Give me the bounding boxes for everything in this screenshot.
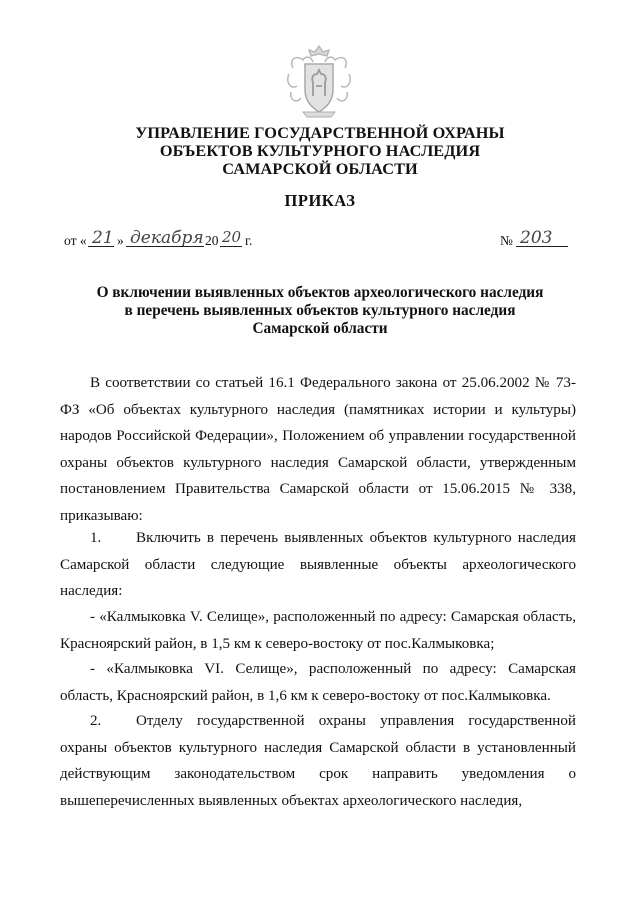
date-month: декабря bbox=[130, 228, 204, 248]
item-1-paragraph bbox=[60, 525, 576, 605]
item-2-number: 2. bbox=[90, 713, 102, 729]
date-day: 21 bbox=[92, 228, 114, 248]
number-prefix: № bbox=[500, 233, 513, 248]
date-prefix: от « bbox=[64, 233, 87, 248]
bullet-2-text: - «Калмыковка VI. Селище», расположенный по адресу: Самарская область, Красноярский район, в 1,6 км к северо-востоку от пос.Калмыковка. bbox=[60, 661, 576, 704]
subject-line-2: в перечень выявленных объектов культурного наследия bbox=[124, 302, 516, 319]
item-1-number: 1. bbox=[90, 530, 102, 546]
bullet-1-text: - «Калмыковка V. Селище», расположенный по адресу: Самарская область, Красноярский район, в 1,5 км к северо-востоку от пос.Калмыковка; bbox=[60, 609, 576, 652]
date-suffix: г. bbox=[245, 233, 253, 248]
order-number-line bbox=[500, 229, 580, 249]
subject-line-1: О включении выявленных объектов археологического наследия bbox=[96, 284, 544, 301]
samara-coat-of-arms-icon bbox=[283, 42, 355, 120]
agency-line-1: УПРАВЛЕНИЕ ГОСУДАРСТВЕННОЙ ОХРАНЫ bbox=[135, 123, 505, 142]
date-line bbox=[64, 229, 314, 249]
preamble-text: В соответствии со статьей 16.1 Федерального закона от 25.06.2002 № 73-ФЗ «Об объектах культурного наследия (памятниках истории и культуры) народов Российской Федерации», Положением об управлении государственной охраны объектов культурного наследия Самарской области, утвержденным постановлением Правительства Самарской области от 15.06.2015 № 338, приказываю: bbox=[60, 375, 576, 524]
subject-line-3: Самарской области bbox=[252, 320, 388, 337]
item-2-text: Отделу государственной охраны управления государственной охраны объектов культурного наследия Самарской области в установленный действующим законодательством срок направить уведомления о вышеперечисленных выявленных объектах археологического наследия, bbox=[60, 713, 576, 809]
agency-name bbox=[100, 124, 540, 178]
date-separator: » bbox=[117, 233, 124, 248]
document-type: ПРИКАЗ bbox=[284, 191, 356, 210]
order-number: 203 bbox=[520, 228, 553, 248]
item-1-text: Включить в перечень выявленных объектов культурного наследия Самарской области следующие выявленные объекты археологического наследия: bbox=[60, 530, 576, 600]
bullet-2-paragraph bbox=[60, 656, 576, 709]
bullet-1-paragraph bbox=[60, 604, 576, 657]
item-2-paragraph bbox=[60, 708, 576, 814]
date-year-suffix: 20 bbox=[222, 228, 242, 246]
agency-line-2: ОБЪЕКТОВ КУЛЬТУРНОГО НАСЛЕДИЯ bbox=[159, 141, 481, 160]
preamble-paragraph bbox=[60, 370, 576, 530]
order-subject bbox=[60, 284, 580, 338]
date-year-prefix: 20 bbox=[205, 233, 219, 248]
agency-line-3: САМАРСКОЙ ОБЛАСТИ bbox=[222, 159, 418, 178]
